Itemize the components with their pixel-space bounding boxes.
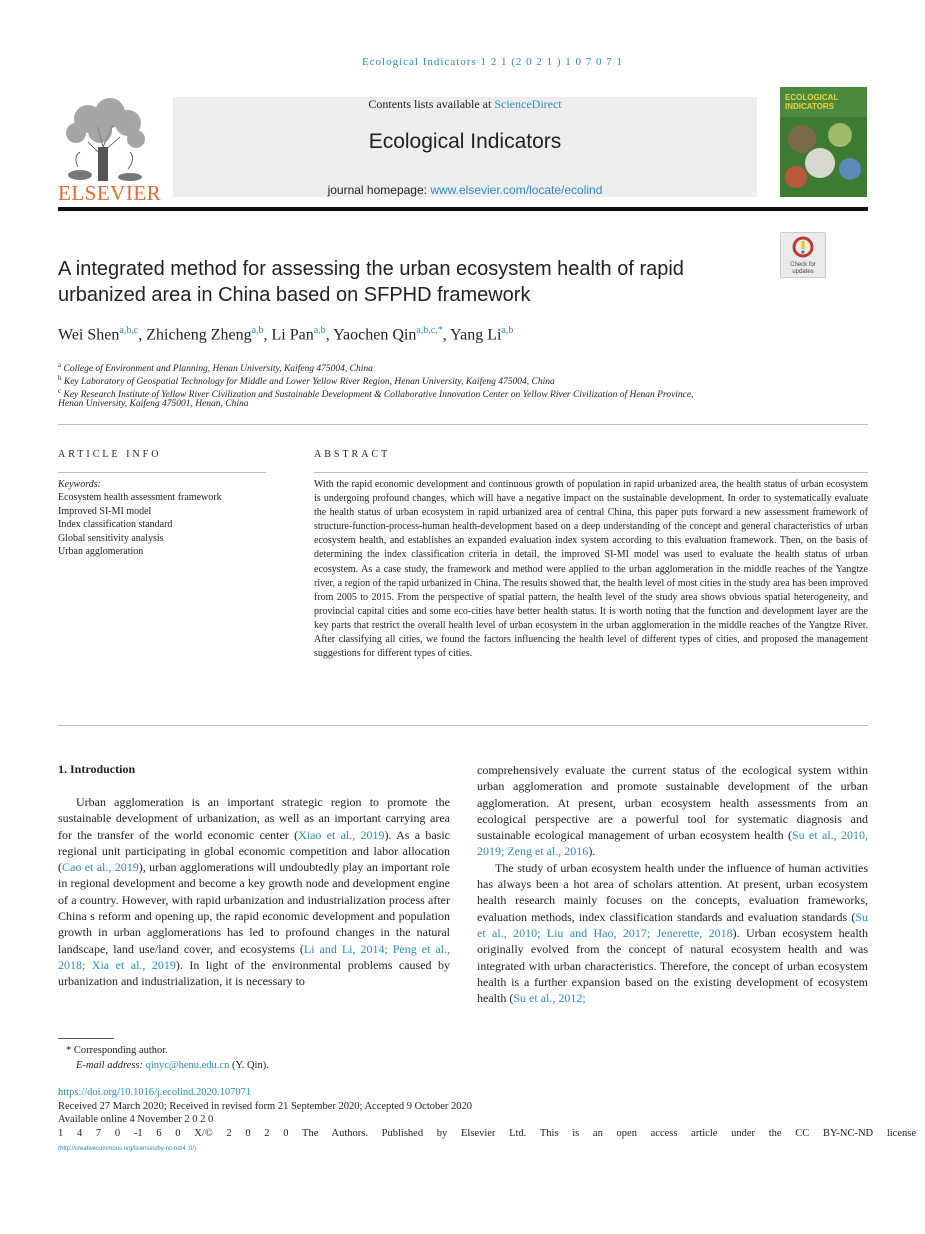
author-affiliation-marks[interactable]: a,b <box>501 325 514 336</box>
corresponding-author-note: * Corresponding author. <box>66 1045 168 1056</box>
author-affiliation-marks[interactable]: a,b,c,* <box>416 325 443 336</box>
citation-link[interactable]: Li and Li, 2014; Peng et al., 2018; Xia et al., 2019 <box>58 941 451 972</box>
cover-title: ECOLOGICAL INDICATORS <box>785 93 839 111</box>
keyword: Index classification standard <box>58 519 173 531</box>
author-affiliation-marks[interactable]: a,b <box>251 325 264 336</box>
keyword: Urban agglomeration <box>58 546 144 558</box>
homepage-line <box>173 183 757 197</box>
sciencedirect-link[interactable]: ScienceDirect <box>494 97 562 111</box>
footnote <box>58 1044 269 1073</box>
journal-cover-image[interactable] <box>780 87 867 197</box>
author-affiliation-marks[interactable]: a,b,c <box>119 325 139 336</box>
abstract-text: With the rapid economic development and continuous growth of population in rapid urbanized area, the health status of urban ecosystem is undergoing profound changes, which will have a negative impact on the sustainable development. In order to systematically evaluate the health status of urban ecosystem in rapid urbanized area of central China, this paper puts forward a new assessment framework of structure-function-process-human health-development based on a deep understanding of the concept and general characteristics of urban ecosystem health, and establishes an expanded evaluation index system according to this evaluation framework. Then, on the basis of determining the index classification criteria in detail, the improved SI-MI model was used to evaluate the health status of urban ecosystem. As a case study, the framework and method were applied to the urban agglomeration in the middle reaches of the Yangtze river, a region of the rapid urbanized in China. The results showed that, the health level of most cities in the study area has been improved from 2005 to 2015. From the perspective of spatial pattern, the health level of the study area shows obvious spatial heterogeneity, and provincial capital cities and some eco-cities have better health status. It is worth noting that the function and development layer are the key parts that restrict the overall health level of urban ecosystem in the urban agglomeration in the middle reaches of the Yangtze River. After classifying all cities, we found the factors influencing the health level of different types of cities, and proposed the management suggestions for different types of cities. <box>314 479 868 660</box>
affiliation-text: College of Environment and Planning, Henan University, Kaifeng 475004, China <box>63 364 373 375</box>
check-updates-label: Check for updates <box>790 262 816 275</box>
abstract-end-rule <box>58 725 868 726</box>
affiliation-mark: a <box>58 361 62 369</box>
affiliation-mark: c <box>58 387 62 395</box>
body-text: ), urban agglomerations will undoubtedly play an important role in regional development and become a key growth node and development engine of a country. However, with rapid urbanization and industrialization process after China s reform and opening up, the rapid economic development and population growth in urban agglomerations has led to profound changes in the natural landscape, land use/land cover, and ecosystems ( <box>58 860 450 956</box>
homepage-prefix: journal homepage: <box>327 183 431 197</box>
intro-paragraph-2 <box>477 860 868 1007</box>
citation-link[interactable]: Su et al., 2010; Liu and Hao, 2017; Jenerette, 2018 <box>477 909 868 940</box>
intro-paragraph-1 <box>58 794 450 990</box>
body-text: The study of urban ecosystem health under the influence of human activities has always been a hot area of scholars attention. At present, urban ecosystem health research mainly focuses on the concepts, evaluation frameworks, evaluation methods, index classification standards and evaluation standards ( <box>477 860 868 924</box>
article-info-rule <box>58 472 266 473</box>
check-for-updates-button[interactable] <box>780 232 826 278</box>
author-name[interactable]: Yaochen Qin <box>333 326 417 344</box>
article-title: A integrated method for assessing the urban ecosystem health of rapid urbanized area in China based on SFPHD framework <box>58 258 684 306</box>
email-owner: (Y. Qin). <box>229 1059 269 1071</box>
section-heading-introduction: 1. Introduction <box>58 762 136 776</box>
left-column <box>58 794 450 990</box>
license-url-link[interactable]: (http://creativecommons.org/licenses/by-nc-nd/4 .0/) <box>58 1146 197 1152</box>
keywords-label: Keywords: <box>58 479 101 490</box>
header-divider <box>58 207 868 211</box>
citation-link[interactable]: Su et al., 2010, 2019; Zeng et al., 2016 <box>477 828 868 859</box>
doi-link[interactable]: https://doi.org/10.1016/j.ecolind.2020.107071 <box>58 1087 252 1098</box>
citation-link[interactable]: Cao et al., 2019 <box>62 860 139 875</box>
keyword: Ecosystem health assessment framework <box>58 492 222 504</box>
keyword: Global sensitivity analysis <box>58 532 164 544</box>
affiliation-continued: Henan University, Kaifeng 475001, Henan, China <box>58 399 249 409</box>
section-divider <box>58 424 868 425</box>
abstract-heading: ABSTRACT <box>314 449 391 460</box>
right-column <box>477 762 868 1006</box>
body-text: ). <box>588 844 596 859</box>
contents-line <box>173 97 757 112</box>
available-online: Available online 4 November 2 0 2 0 <box>58 1114 214 1125</box>
keyword: Improved SI-MI model <box>58 505 152 517</box>
footnote-rule <box>58 1038 114 1039</box>
affiliation-text: Key Research Institute of Yellow River Civilization and Sustainable Development & Collaborative Innovation Center on Yellow River Civilization of Henan Province, <box>63 390 694 401</box>
citation-link[interactable]: Su et al., 2012; <box>513 991 586 1006</box>
author-affiliation-marks[interactable]: a,b <box>313 325 326 336</box>
contents-prefix: Contents lists available at <box>368 97 495 111</box>
author-list: Wei Shen$^{a,b,c}$, Zhicheng Zheng$^{a,b}$, Li Pan$^{a,b}$, Yaochen Qin$^{a,b,c,*}$, Yang Li$^{a,b}$ <box>58 325 514 344</box>
body-text: ). As a basic regional unit participating in global economic competition and labor allocation ( <box>58 827 450 875</box>
intro-paragraph-1-continued <box>477 762 868 860</box>
publisher-wordmark: ELSEVIER <box>58 181 162 205</box>
author-name[interactable]: Wei Shen <box>58 326 120 344</box>
email-line <box>58 1059 269 1074</box>
citation-link[interactable]: Xiao et al., 2019 <box>298 827 385 842</box>
affiliation-mark: b <box>58 374 62 382</box>
keywords-block <box>58 478 222 558</box>
author-name[interactable]: Zhicheng Zheng <box>146 326 252 344</box>
article-metadata <box>58 1086 472 1127</box>
journal-title: Ecological Indicators <box>368 130 562 153</box>
email-link[interactable]: qinyc@henu.edu.cn <box>145 1059 230 1071</box>
received-dates: Received 27 March 2020; Received in revised form 21 September 2020; Accepted 9 October 2020 <box>58 1100 473 1112</box>
affiliation-text: Key Laboratory of Geospatial Technology for Middle and Lower Yellow River Region, Henan University, Kaifeng 475004, China <box>63 377 555 388</box>
journal-citation[interactable]: Ecological Indicators 1 2 1 (2 0 2 1 ) 1 0 7 0 7 1 <box>361 56 624 68</box>
body-text: ). In light of the environmental problems caused by urbanization and industrialization, it is necessary to <box>58 957 450 989</box>
author-name[interactable]: Yang Li <box>450 326 502 344</box>
author-name[interactable]: Li Pan <box>271 326 314 344</box>
check-updates-icon <box>792 236 814 258</box>
body-text: comprehensively evaluate the current status of the ecological system within urban agglomeration and promote sustainable development of the urban agglomeration. At present, urban ecosystem health assessments from an ecological perspective are a powerful tool for systematic diagnosis and sustainable ecological management of urban ecosystem health ( <box>477 763 868 843</box>
homepage-link[interactable]: www.elsevier.com/locate/ecolind <box>430 183 603 197</box>
license-statement: 1 4 7 0 -1 6 0 X/© 2 0 2 0 The Authors. Published by Elsevier Ltd. This is an open access article under the CC BY-NC-ND license <box>58 1128 916 1139</box>
body-text: Urban agglomeration is an important strategic region to promote the sustainable development of urbanization, as well as an important carrying area for the transfer of the world economic center ( <box>58 795 450 842</box>
email-label: E-mail address: <box>76 1059 146 1071</box>
body-text: ). Urban ecosystem health originally evolved from the concept of natural ecosystem health and was integrated with urban characteristics. Therefore, the concept of urban ecosystem health is a further expansion based on the existing development of ecosystem health ( <box>477 925 869 1006</box>
abstract-rule <box>314 472 868 473</box>
article-info-heading: ARTICLE INFO <box>58 449 162 460</box>
